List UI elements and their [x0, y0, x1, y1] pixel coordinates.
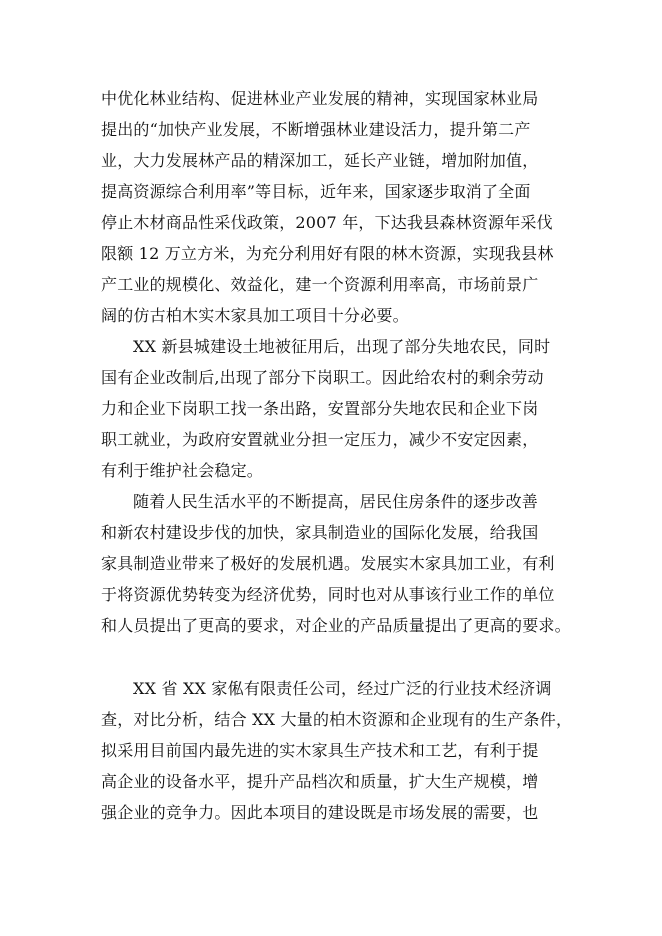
text-line: 提出的“加快产业发展，不断增强林业建设活力，提升第二产	[101, 120, 531, 139]
text-line: 高企业的设备水平，提升产品档次和质量，扩大生产规模，增	[101, 772, 539, 791]
text-line: 提高资源综合利用率”等目标，近年来，国家逐步取消了全面	[101, 182, 531, 201]
text-line: 产工业的规模化、效益化，建一个资源利用率高，市场前景广	[101, 275, 539, 294]
paragraph-first-line: XX 省 XX 家俬有限责任公司，经过广泛的行业技术经济调	[133, 679, 552, 698]
text-line: 中优化林业结构、促进林业产业发展的精神，实现国家林业局	[101, 89, 539, 108]
text-line: 有利于维护社会稳定。	[101, 461, 264, 480]
text-line: 业，大力发展林产品的精深加工，延长产业链，增加附加值，	[101, 151, 539, 170]
text-line: 于将资源优势转变为经济优势，同时也对从事该行业工作的单位	[101, 585, 555, 604]
text-line: 限额 12 万立方米，为充分利用好有限的林木资源，实现我县林	[101, 244, 554, 263]
text-line: 力和企业下岗职工找一条出路，安置部分失地农民和企业下岗	[101, 399, 539, 418]
paragraph-first-line: XX 新县城建设土地被征用后，出现了部分失地农民，同时	[133, 337, 551, 356]
text-line: 和人员提出了更高的要求，对企业的产品质量提出了更高的要求。	[101, 616, 571, 635]
text-line: 国有企业改制后,出现了部分下岗职工。因此给农村的剩余劳动	[101, 368, 544, 387]
text-line: 强企业的竞争力。因此本项目的建设既是市场发展的需要，也	[101, 803, 539, 822]
text-line: 职工就业，为政府安置就业分担一定压力，减少不安定因素，	[101, 430, 539, 449]
text-line: 和新农村建设步伐的加快，家具制造业的国际化发展，给我国	[101, 523, 539, 542]
text-line: 拟采用目前国内最先进的实木家具生产技术和工艺，有利于提	[101, 741, 539, 760]
text-line: 家具制造业带来了极好的发展机遇。发展实木家具加工业，有利	[101, 554, 555, 573]
text-line: 查，对比分析，结合 XX 大量的柏木资源和企业现有的生产条件，	[101, 710, 573, 729]
text-line: 阔的仿古柏木实木家具加工项目十分必要。	[101, 306, 409, 325]
text-line: 停止木材商品性采伐政策，2007 年，下达我县森林资源年采伐	[101, 213, 553, 232]
paragraph-first-line: 随着人民生活水平的不断提高，居民住房条件的逐步改善	[133, 492, 539, 511]
